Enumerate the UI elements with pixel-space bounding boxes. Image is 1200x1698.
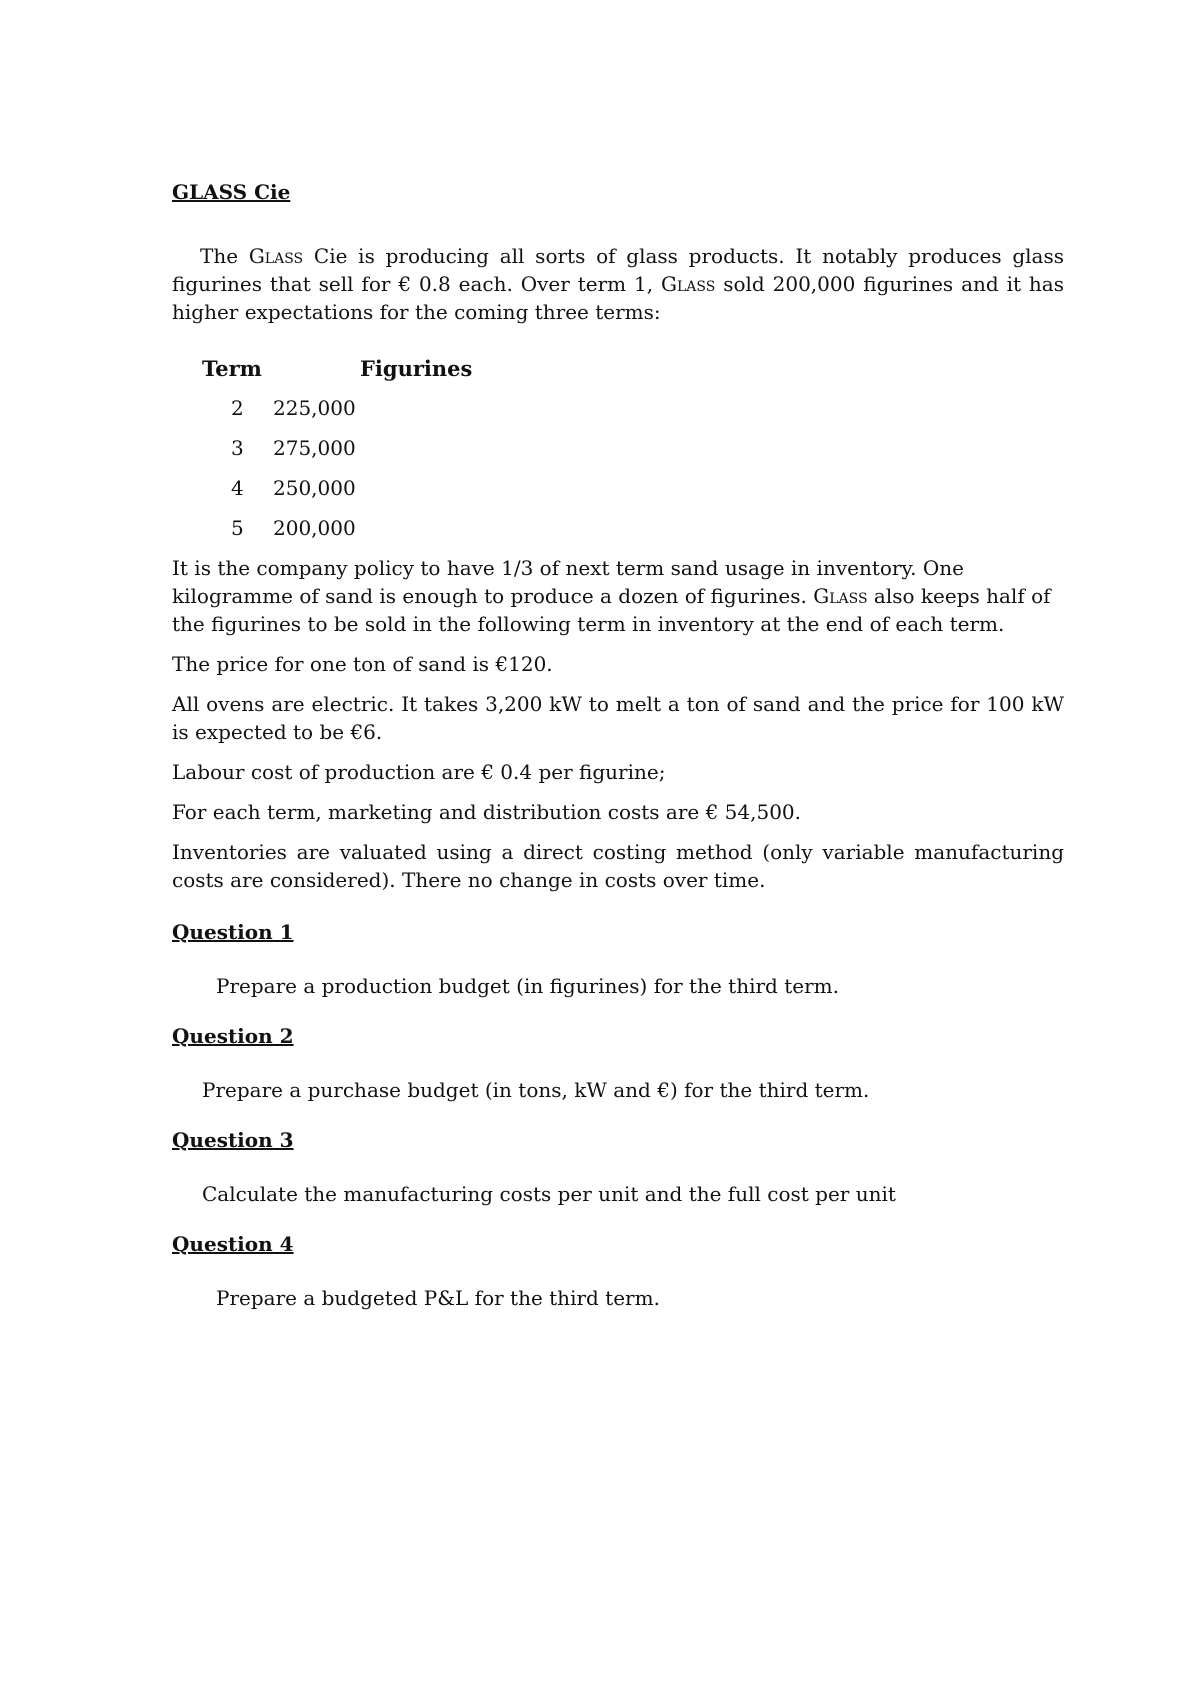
table-cell-term: 3 bbox=[231, 436, 244, 460]
question-1-text: Prepare a production budget (in figurines) for the third term. bbox=[216, 974, 839, 998]
question-4-text: Prepare a budgeted P&L for the third term. bbox=[216, 1286, 660, 1310]
table-cell-term: 4 bbox=[231, 476, 244, 500]
question-2-heading: Question 2 bbox=[172, 1024, 294, 1048]
ovens-paragraph: All ovens are electric. It takes 3,200 kW to melt a ton of sand and the price for 100 kW is expected to be €6. bbox=[172, 692, 1064, 744]
table-cell-figurines: 225,000 bbox=[273, 396, 356, 420]
intro-text-3: sold 200,000 figurines and it has higher expectations for the coming three terms: bbox=[172, 272, 1064, 324]
policy-glass: Glass bbox=[813, 584, 868, 608]
table-cell-term: 5 bbox=[231, 516, 244, 540]
intro-paragraph bbox=[172, 242, 1064, 326]
intro-text-1: The bbox=[200, 244, 249, 268]
intro-glass-2: Glass bbox=[661, 272, 716, 296]
intro-text-2: Cie is producing all sorts of glass products. It notably produces glass figurines that sell for € 0.8 each. Over term 1, bbox=[172, 244, 1064, 296]
question-3-text: Calculate the manufacturing costs per unit and the full cost per unit bbox=[202, 1182, 896, 1206]
question-4-heading: Question 4 bbox=[172, 1232, 294, 1256]
question-2-text: Prepare a purchase budget (in tons, kW and €) for the third term. bbox=[202, 1078, 870, 1102]
marketing-paragraph: For each term, marketing and distribution costs are € 54,500. bbox=[172, 800, 802, 824]
question-3-heading: Question 3 bbox=[172, 1128, 294, 1152]
policy-text-2: also keeps half of the figurines to be sold in the following term in inventory at the end of each term. bbox=[172, 584, 1051, 636]
question-1-heading: Question 1 bbox=[172, 920, 294, 944]
table-cell-figurines: 250,000 bbox=[273, 476, 356, 500]
labour-paragraph: Labour cost of production are € 0.4 per figurine; bbox=[172, 760, 666, 784]
table-cell-figurines: 200,000 bbox=[273, 516, 356, 540]
inventories-paragraph: Inventories are valuated using a direct costing method (only variable manufacturing costs are considered). There no change in costs over time. bbox=[172, 840, 1064, 892]
intro-glass-1: Glass bbox=[248, 244, 304, 268]
table-header-term: Term bbox=[202, 356, 262, 381]
policy-paragraph bbox=[172, 554, 1064, 638]
table-cell-term: 2 bbox=[231, 396, 244, 420]
sand-price-paragraph: The price for one ton of sand is €120. bbox=[172, 652, 553, 676]
table-cell-figurines: 275,000 bbox=[273, 436, 356, 460]
document-title: GLASS Cie bbox=[172, 180, 291, 204]
policy-text-1: It is the company policy to have 1/3 of next term sand usage in inventory. One kilogramme of sand is enough to produce a dozen of figurines. bbox=[172, 556, 964, 608]
table-header-figurines: Figurines bbox=[360, 356, 473, 381]
